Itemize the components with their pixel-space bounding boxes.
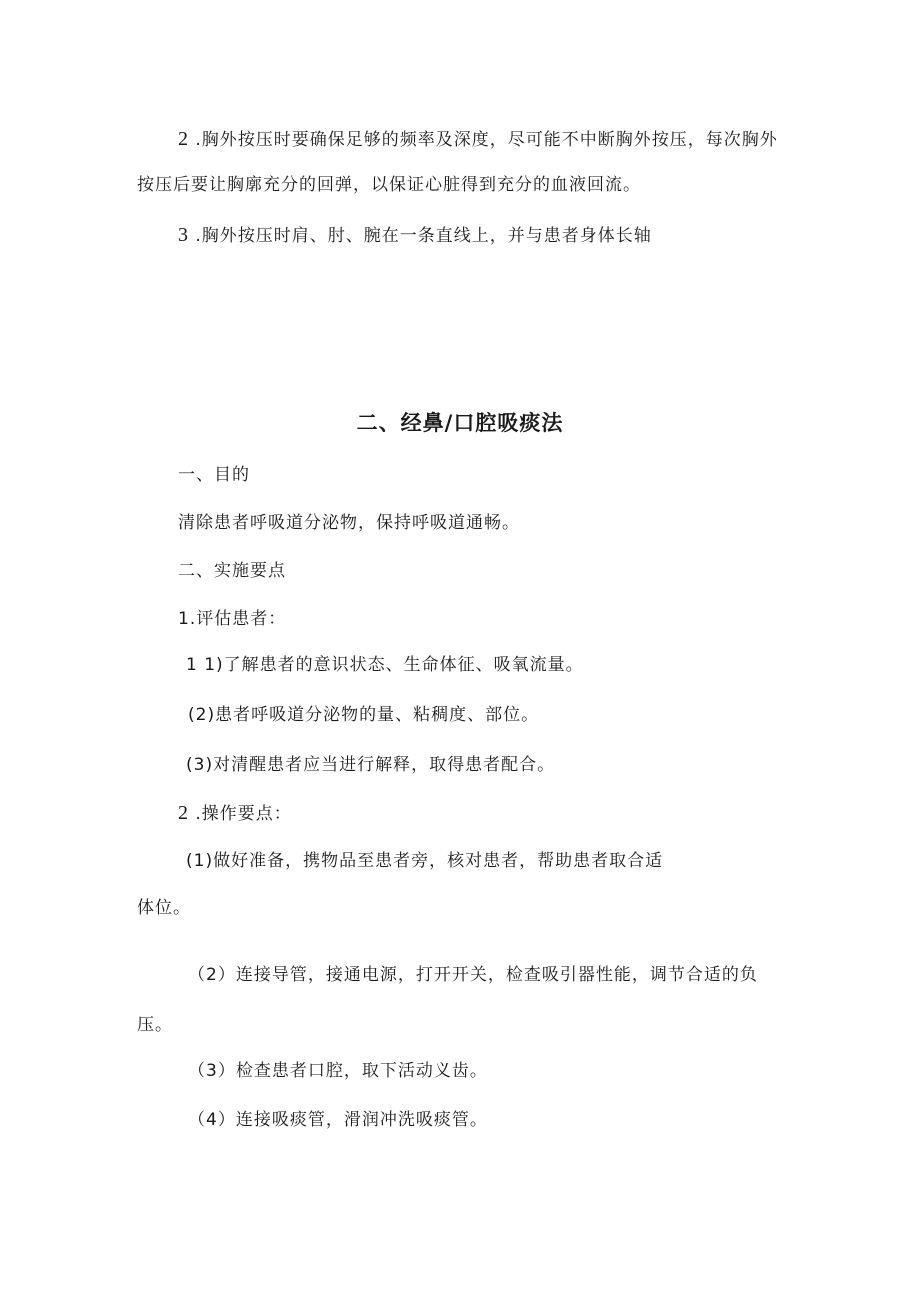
- op-1-line-1: (1)做好准备，携物品至患者旁，核对患者，帮助患者取合适: [186, 851, 664, 871]
- ops-heading-text: .操作要点：: [195, 804, 292, 824]
- item-2-line-1: [178, 127, 778, 152]
- assess-item-3: (3)对清醒患者应当进行解释，取得患者配合。: [186, 755, 556, 775]
- item-3-number: 3: [178, 224, 189, 246]
- purpose-heading: 一、目的: [178, 465, 250, 485]
- purpose-text: 清除患者呼吸道分泌物，保持呼吸道通畅。: [178, 513, 520, 533]
- op-2-line-2: 压。: [137, 1015, 173, 1035]
- assess-heading: 1.评估患者：: [178, 609, 287, 629]
- assess-item-1: 1 1)了解患者的意识状态、生命体征、吸氧流量。: [186, 655, 584, 675]
- op-1-line-2: 体位。: [137, 898, 191, 918]
- section-title: 二、经鼻/口腔吸痰法: [356, 411, 564, 435]
- assess-item-2: (2)患者呼吸道分泌物的量、粘稠度、部位。: [188, 705, 540, 725]
- item-3: [178, 223, 652, 248]
- item-3-text: .胸外按压时肩、肘、腕在一条直线上，并与患者身体长轴: [195, 226, 652, 246]
- item-2-text: .胸外按压时要确保足够的频率及深度，尽可能不中断胸外按压，每次胸外: [195, 130, 778, 150]
- ops-number: 2: [178, 802, 189, 824]
- op-3: （3）检查患者口腔，取下活动义齿。: [188, 1061, 488, 1081]
- op-4: （4）连接吸痰管，滑润冲洗吸痰管。: [188, 1110, 488, 1130]
- item-2-number: 2: [178, 128, 189, 150]
- item-2-line-2: 按压后要让胸廓充分的回弹，以保证心脏得到充分的血液回流。: [137, 175, 641, 195]
- op-2-line-1: （2）连接导管，接通电源，打开开关，检查吸引器性能，调节合适的负: [188, 965, 758, 985]
- points-heading: 二、实施要点: [178, 561, 286, 581]
- ops-heading: [178, 801, 292, 826]
